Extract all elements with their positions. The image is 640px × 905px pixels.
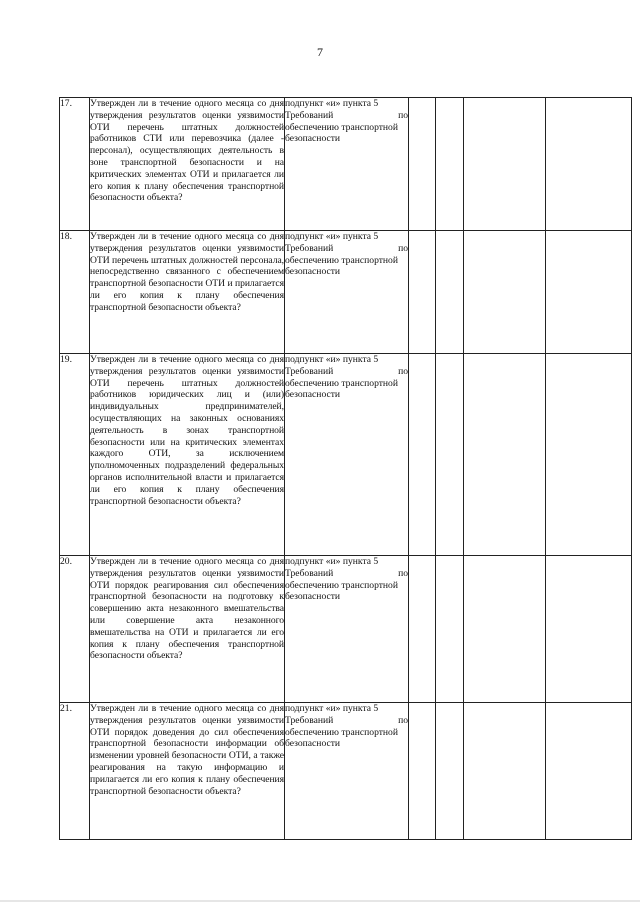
reference-text: обеспечению транспортной безопасности <box>285 579 398 603</box>
table-row <box>60 354 632 556</box>
table-row <box>60 98 632 231</box>
answer-cell-no <box>436 703 464 840</box>
row-number: 19. <box>60 354 90 556</box>
note-cell <box>546 231 632 354</box>
answer-cell-no <box>436 354 464 556</box>
answer-cell-na <box>464 556 546 703</box>
page-bottom-edge <box>0 900 640 902</box>
table-row <box>60 231 632 354</box>
answer-cell-no <box>436 98 464 231</box>
table-row <box>60 703 632 840</box>
note-cell <box>546 556 632 703</box>
answer-cell-no <box>436 556 464 703</box>
question-text: Утвержден ли в течение одного месяца со дня утверждения результатов оценки уязвимости ОТИ перечень штатных должностей работников СТИ или перевозчика (далее - персонал), осуществляющих деятельность в зоне транспортной безопасности и на критических элементах ОТИ и прилагается ли его копия к плану обеспечения транспортной безопасности объекта? <box>90 98 285 231</box>
requirement-reference <box>285 703 409 840</box>
answer-cell-yes <box>409 231 436 354</box>
reference-line: подпункт «и» пункта 5 <box>285 231 379 242</box>
answer-cell-yes <box>409 354 436 556</box>
answer-cell-na <box>464 703 546 840</box>
question-text: Утвержден ли в течение одного месяца со дня утверждения результатов оценки уязвимости ОТИ порядок реагирования сил обеспечения транспортной безопасности на подготовку к совершению акта незаконного вмешательства или совершение акта незаконного вмешательства на ОТИ и прилагается ли его копия к плану обеспечения транспортной безопасности объекта? <box>90 556 285 703</box>
reference-text: обеспечению транспортной безопасности <box>285 121 398 145</box>
table-row <box>60 556 632 703</box>
reference-text: обеспечению транспортной безопасности <box>285 726 398 750</box>
answer-cell-yes <box>409 703 436 840</box>
reference-line: подпункт «и» пункта 5 <box>285 354 379 365</box>
answer-cell-na <box>464 98 546 231</box>
reference-line: подпункт «и» пункта 5 <box>285 98 379 109</box>
question-text: Утвержден ли в течение одного месяца со дня утверждения результатов оценки уязвимости ОТИ порядок доведения до сил обеспечения транспортной безопасности информации об изменении уровней безопасности ОТИ, а также реагирования на такую информацию и прилагается ли его копия к плану обеспечения транспортной безопасности объекта? <box>90 703 285 840</box>
reference-line: Требований по <box>285 109 408 121</box>
reference-line: Требований по <box>285 242 408 254</box>
row-number: 21. <box>60 703 90 840</box>
row-number: 17. <box>60 98 90 231</box>
reference-line: подпункт «и» пункта 5 <box>285 556 379 567</box>
page-number: 7 <box>317 45 323 59</box>
note-cell <box>546 98 632 231</box>
requirement-reference <box>285 231 409 354</box>
note-cell <box>546 703 632 840</box>
reference-line: Требований по <box>285 365 408 377</box>
answer-cell-yes <box>409 556 436 703</box>
reference-text: обеспечению транспортной безопасности <box>285 254 398 278</box>
row-number: 18. <box>60 231 90 354</box>
requirement-reference <box>285 556 409 703</box>
answer-cell-no <box>436 231 464 354</box>
answer-cell-yes <box>409 98 436 231</box>
reference-text: обеспечению транспортной безопасности <box>285 377 398 401</box>
row-number: 20. <box>60 556 90 703</box>
reference-line: подпункт «и» пункта 5 <box>285 703 379 714</box>
question-text: Утвержден ли в течение одного месяца со дня утверждения результатов оценки уязвимости ОТИ перечень штатных должностей работников юридических лиц и (или) индивидуальных предпринимателей, осуществляющих на законных основаниях деятельность в зонах транспортной безопасности или на критических элементах каждого ОТИ, за исключением уполномоченных подразделений федеральных органов исполнительной власти и прилагается ли его копия к плану обеспечения транспортной безопасности объекта? <box>90 354 285 556</box>
question-text: Утвержден ли в течение одного месяца со дня утверждения результатов оценки уязвимости ОТИ перечень штатных должностей персонала, непосредственно связанного с обеспечением транспортной безопасности ОТИ и прилагается ли его копия к плану обеспечения транспортной безопасности объекта? <box>90 231 285 354</box>
note-cell <box>546 354 632 556</box>
checklist-table <box>59 97 632 840</box>
reference-line: Требований по <box>285 714 408 726</box>
reference-line: Требований по <box>285 567 408 579</box>
requirement-reference <box>285 98 409 231</box>
answer-cell-na <box>464 231 546 354</box>
requirement-reference <box>285 354 409 556</box>
answer-cell-na <box>464 354 546 556</box>
